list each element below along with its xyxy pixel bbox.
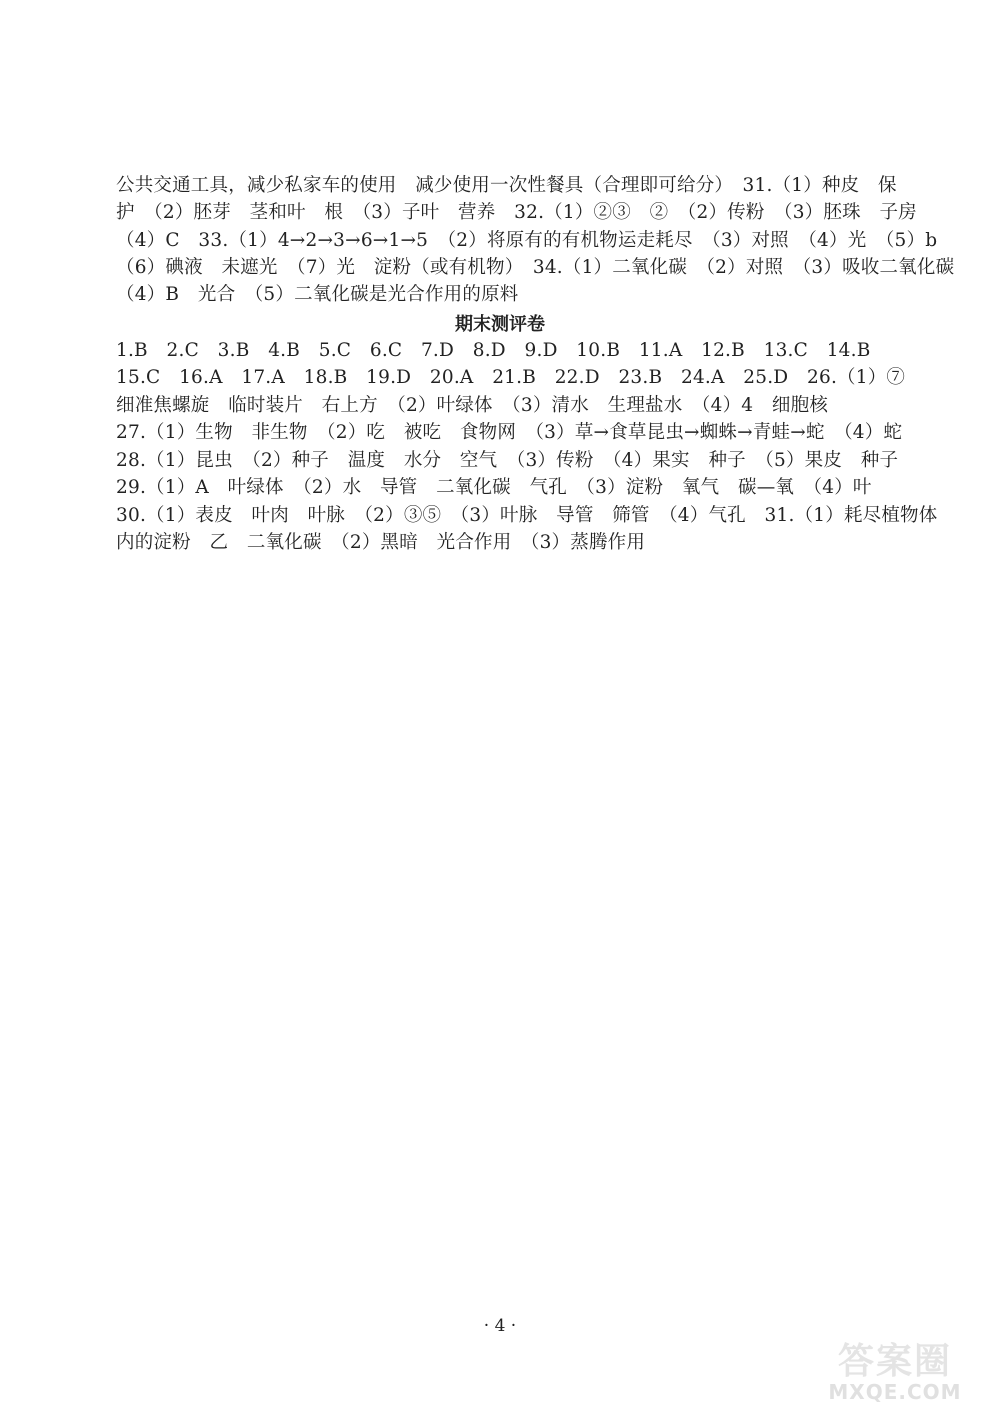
answer-line: 29.（1）A 叶绿体 （2）水 导管 二氧化碳 气孔 （3）淀粉 氧气 碳—氧 （4）叶: [116, 477, 872, 498]
answer-line: 15.C 16.A 17.A 18.B 19.D 20.A 21.B 22.D 23.B 24.A 25.D 26.（1）⑦: [116, 367, 906, 388]
watermark-logo-text: 答案圈: [837, 1341, 952, 1382]
answer-line: 1.B 2.C 3.B 4.B 5.C 6.C 7.D 8.D 9.D 10.B 11.A 12.B 13.C 14.B: [116, 340, 871, 361]
answer-line: 28.（1）昆虫 （2）种子 温度 水分 空气 （3）传粉 （4）果实 种子 （5）果皮 种子: [116, 450, 899, 471]
watermark-domain: MXQE.COM: [828, 1380, 962, 1404]
answer-line: （4）B 光合 （5）二氧化碳是光合作用的原料: [116, 284, 519, 305]
page-number: · 4 ·: [483, 1316, 517, 1336]
answer-line: 27.（1）生物 非生物 （2）吃 被吃 食物网 （3）草→食草昆虫→蜘蛛→青蛙→蛇 （4）蛇: [116, 422, 903, 443]
answer-line: 公共交通工具，减少私家车的使用 减少使用一次性餐具（合理即可给分） 31.（1）种皮 保: [116, 175, 897, 196]
answer-line: 30.（1）表皮 叶肉 叶脉 （2）③⑤ （3）叶脉 导管 筛管 （4）气孔 31.（1）耗尽植物体: [116, 505, 938, 526]
answer-line: 护 （2）胚芽 茎和叶 根 （3）子叶 营养 32.（1）②③ ② （2）传粉 （3）胚珠 子房: [116, 202, 917, 223]
answer-line: （6）碘液 未遮光 （7）光 淀粉（或有机物） 34.（1）二氧化碳 （2）对照 （3）吸收二氧化碳: [116, 257, 955, 278]
answer-line: （4）C 33.（1）4→2→3→6→1→5 （2）将原有的有机物运走耗尽 （3）对照 （4）光 （5）b: [116, 230, 938, 251]
watermark-logo: [800, 1340, 990, 1405]
answer-line: 内的淀粉 乙 二氧化碳 （2）黑暗 光合作用 （3）蒸腾作用: [116, 532, 646, 553]
section-title: 期末测评卷: [455, 314, 545, 335]
answer-line: 细准焦螺旋 临时装片 右上方 （2）叶绿体 （3）清水 生理盐水 （4）4 细胞核: [116, 395, 829, 416]
